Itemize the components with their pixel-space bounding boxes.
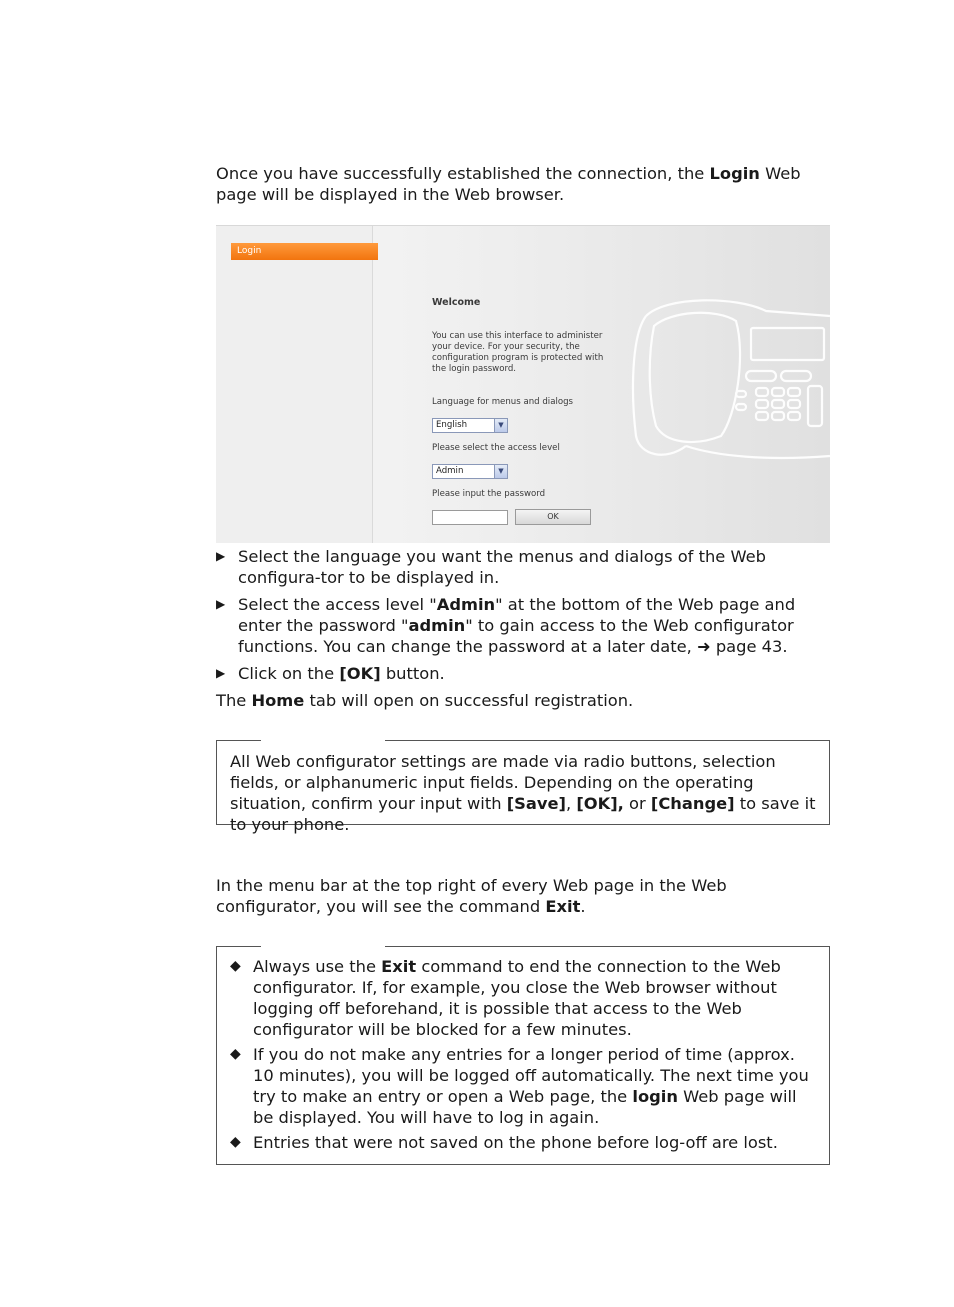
step-select-access-level [216,594,830,657]
emphasis-text: admin [408,616,466,635]
text-run: or [623,794,651,813]
description-line: your device. For your security, the [432,342,580,352]
emphasis-text: [OK], [576,794,624,813]
emphasis-text: [Change] [650,794,735,813]
text-run: Click on the [238,664,340,683]
text-run: " to gain access to the Web configurator functions. You can change the password at a later date, [238,616,794,656]
exit-paragraph: In the menu bar at the top right of every Web page in the Web configurator, you will see the command Exit. [216,876,727,916]
login-tab: Login [231,243,378,260]
emphasis-text: Exit [381,957,417,976]
note-item [230,956,817,1040]
password-label: Please input the password [432,489,546,499]
welcome-heading: Welcome [432,297,481,308]
login-page-screenshot [216,225,830,543]
language-select[interactable]: English ▼ [432,418,508,433]
step-select-language [216,546,830,588]
diamond-bullet-icon: ◆ [230,958,241,974]
arrow-bullet-icon: ▶ [216,549,226,563]
emphasis-text: Admin [436,595,496,614]
emphasis-text: ➜ [696,637,711,656]
text-run: command to end the connection to the Web configurator. If, for example, you close the Web browser without logging off beforehand, it is possible that access to the Web configurator will be blocked for a few minutes. [253,957,781,1039]
settings-note-text [217,741,829,835]
text-run: , [565,794,577,813]
note-item [230,1044,817,1128]
text-run: Select the access level " [238,595,437,614]
settings-note-box [216,740,830,834]
password-input[interactable] [432,510,508,525]
emphasis-text: [Save] [506,794,566,813]
access-level-select[interactable]: Admin ▼ [432,464,508,479]
login-emphasis: Login [709,164,760,183]
language-label: Language for menus and dialogs [432,397,574,407]
text-run: to save it to your phone. [230,794,816,834]
text-run: If you do not make any entries for a longer period of time (approx. 10 minutes), you will be logged off automatically. The next time you try to make an entry or open a Web page, the [253,1045,809,1106]
phone-illustration-icon [626,296,830,466]
description-line: the login password. [432,364,517,374]
description-line: configuration program is protected with [432,353,604,363]
text-run: Web page will be displayed. You will have to log in again. [253,1087,797,1127]
diamond-bullet-icon: ◆ [230,1134,241,1150]
emphasis-text: [OK] [339,664,381,683]
access-level-label: Please select the access level [432,443,560,453]
text-run: Entries that were not saved on the phone before log-off are lost. [253,1133,778,1152]
text-run: Select the language you want the menus and dialogs of the Web configura-tor to be displayed in. [238,547,766,587]
exit-note-box [216,946,830,1165]
step-click-ok [216,663,830,684]
emphasis-text: login [632,1087,678,1106]
text-run: button. [380,664,445,683]
intro-paragraph: Once you have successfully established the connection, the Login Web page will be displayed in the Web browser. [216,164,801,204]
description-line: You can use this interface to administer [432,331,603,341]
diamond-bullet-icon: ◆ [230,1046,241,1062]
text-run: Always use the [253,957,382,976]
chevron-down-icon: ▼ [494,465,507,478]
chevron-down-icon: ▼ [494,419,507,432]
text-run: page 43. [710,637,788,656]
arrow-bullet-icon: ▶ [216,597,226,611]
text-run: All Web configurator settings are made via radio buttons, selection fields, or alphanumeric input fields. Depending on the operating situation, confirm your input with [230,752,776,813]
home-tab-paragraph: The Home tab will open on successful registration. [216,691,634,710]
screenshot-sidebar [216,226,373,543]
note-item [230,1132,817,1153]
text-run: " at the bottom of the Web page and enter the password " [238,595,796,635]
arrow-bullet-icon: ▶ [216,666,226,680]
ok-button[interactable]: OK [515,509,591,525]
